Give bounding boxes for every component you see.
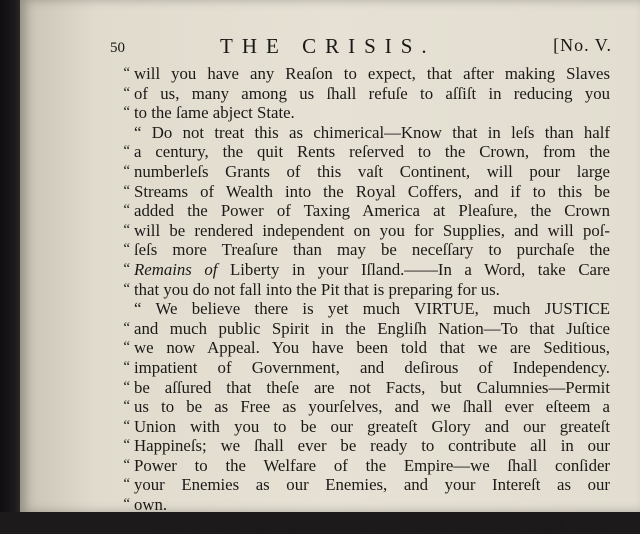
line-text-segment: will be rendered independent on you for Supplies, and will poſ- <box>134 220 610 240</box>
text-line <box>123 64 610 84</box>
text-line <box>123 181 610 202</box>
line-text-segment: numberleſs Grants of this vaſt Continent, will pour large <box>134 161 610 181</box>
line-text-segment: added the Power of Taxing America at Pleaſure, the Crown <box>134 201 610 221</box>
text-line <box>123 103 610 123</box>
text-line <box>134 515 610 534</box>
quote-mark: “ <box>123 358 130 375</box>
line-text <box>134 417 610 437</box>
line-text-segment: that you do not fall into the Pit that is preparing for us. <box>134 279 500 299</box>
quote-mark: “ <box>123 378 130 395</box>
text-line <box>123 318 610 339</box>
line-text-segment: be aſſured that theſe are not Facts, but Calumnies—Permit <box>134 377 610 397</box>
quote-mark: “ <box>123 456 130 473</box>
text-line <box>123 338 610 358</box>
quote-mark: “ <box>123 260 130 277</box>
line-text-segment: your Enemies as our Enemies, and your Intereſt as our <box>134 475 610 495</box>
line-text-segment: Power to the Welfare of the Empire—we ſhall conſider <box>134 455 610 475</box>
line-text-segment: Streams of Wealth into the Royal Coffers, and if to this be <box>134 181 610 201</box>
line-text <box>134 221 610 241</box>
text-line <box>123 357 610 378</box>
line-text-segment: “ We believe there is yet much VIRTUE, much JUSTICE <box>134 299 610 319</box>
line-text <box>134 456 610 476</box>
text-line <box>123 240 610 260</box>
line-text-segment: to the ſame abject State. <box>134 103 295 123</box>
quote-mark: “ <box>123 84 130 101</box>
text-line <box>123 436 610 456</box>
line-text <box>134 319 610 339</box>
section-number: [No. V. <box>553 35 612 55</box>
quote-mark: “ <box>123 398 130 415</box>
text-line <box>123 475 610 495</box>
quote-mark: “ <box>123 182 130 199</box>
line-text <box>134 123 610 143</box>
quote-mark: “ <box>123 143 130 160</box>
line-text <box>134 201 610 221</box>
text-line <box>123 83 610 104</box>
quote-mark: “ <box>123 65 130 81</box>
line-text-segment: ſeſs more Treaſure than may be neceſſary to purchaſe the <box>134 240 610 260</box>
quote-mark: “ <box>123 280 130 297</box>
quote-mark: “ <box>123 202 130 219</box>
text-line <box>123 495 610 515</box>
newspaper-page <box>20 0 640 534</box>
text-line <box>134 299 610 319</box>
text-line <box>123 279 610 300</box>
text-line <box>123 397 610 417</box>
quote-mark: “ <box>123 162 130 179</box>
line-text <box>134 495 610 515</box>
line-text <box>134 182 610 202</box>
text-line <box>123 220 610 241</box>
line-text <box>134 397 610 417</box>
line-text-segment: own. <box>134 495 168 515</box>
quote-mark: “ <box>123 221 130 238</box>
text-line <box>134 123 610 143</box>
line-text <box>134 299 610 319</box>
line-text <box>134 280 610 300</box>
line-text <box>134 240 610 260</box>
line-text <box>134 515 610 534</box>
line-text-segment: “ But if you are determined that your Miniſters ſhall wan- <box>134 514 610 534</box>
line-text <box>134 84 610 104</box>
quote-mark: “ <box>123 417 130 434</box>
italic-segment: Remains of <box>134 259 218 279</box>
line-text <box>134 378 610 398</box>
article-text <box>123 64 611 534</box>
quote-mark: “ <box>123 496 130 513</box>
line-text <box>134 475 610 495</box>
quote-mark: “ <box>123 437 130 454</box>
line-text-segment: of us, many among us ſhall refuſe to aſſiſt in reducing you <box>134 83 610 103</box>
quote-mark: “ <box>123 339 130 356</box>
text-line <box>123 142 610 162</box>
text-line <box>123 161 610 182</box>
page-header <box>110 34 612 60</box>
text-line <box>123 201 610 221</box>
line-text <box>134 162 610 182</box>
line-text-segment: and much public Spirit in the Engliſh Nation—To that Juſtice <box>134 318 610 338</box>
line-text-segment: will you have any Reaſon to expect, that after making Slaves <box>134 64 610 83</box>
quote-mark: “ <box>123 104 130 121</box>
text-line <box>123 377 610 398</box>
line-text <box>134 64 610 84</box>
text-line <box>123 416 610 437</box>
line-text <box>134 436 610 456</box>
line-text-segment: “ Do not treat this as chimerical—Know that in leſs than half <box>134 122 610 142</box>
quote-mark: “ <box>123 319 130 336</box>
page-number: 50 <box>110 40 125 56</box>
line-text <box>134 142 610 162</box>
text-line <box>123 455 610 476</box>
line-text <box>134 103 610 123</box>
line-text-segment: a century, the quit Rents reſerved to the Crown, from the <box>134 142 610 162</box>
text-line <box>123 259 611 280</box>
quote-mark: “ <box>123 241 130 258</box>
line-text <box>134 358 610 378</box>
running-title: THE CRISIS. <box>220 34 436 58</box>
line-text-segment: Union with you to be our greateſt Glory and our greateſt <box>134 416 610 436</box>
quote-mark: “ <box>123 476 130 493</box>
background-edge <box>0 0 20 512</box>
line-text-segment: Happineſs; we ſhall ever be ready to contribute all in our <box>134 436 610 456</box>
line-text-segment: Liberty in your Iſland.——In a Word, take Care <box>217 259 611 279</box>
line-text-segment: we now Appeal. You have been told that we are Seditious, <box>134 338 610 358</box>
line-text-segment: us to be as Free as yourſelves, and we ſhall ever eſteem a <box>134 397 610 417</box>
line-text <box>134 260 610 280</box>
line-text-segment: impatient of Government, and deſirous of Independency. <box>134 357 610 377</box>
line-text <box>134 338 610 358</box>
